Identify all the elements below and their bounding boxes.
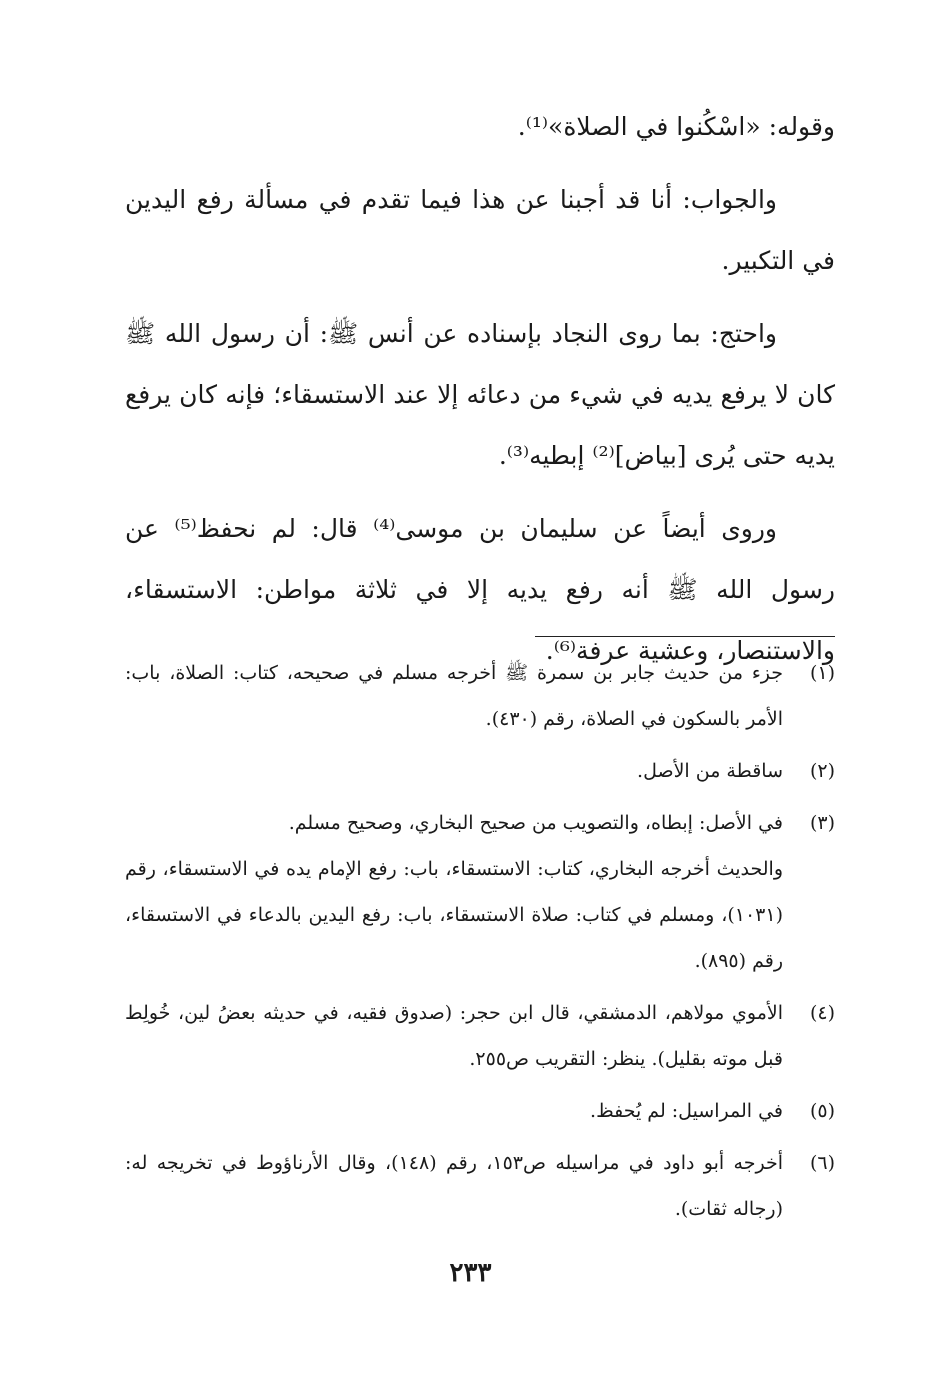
footnote-line: جزء من حديث جابر بن سمرة ﷺ أخرجه مسلم في صحيحه، كتاب: الصلاة، باب: الأمر بالسكون في الصلاة، رقم (٤٣٠). xyxy=(125,662,783,730)
footnote-number: (٦) xyxy=(809,1152,835,1174)
footnote xyxy=(125,990,835,1082)
footnote xyxy=(125,800,835,984)
footnote-line: الأموي مولاهم، الدمشقي، قال ابن حجر: (صدوق فقيه، في حديثه بعضُ لين، خُولِط قبل موته بقليل). ينظر: التقريب ص٢٥٥. xyxy=(125,1002,783,1070)
footnote-text xyxy=(125,990,783,1082)
footnote-separator xyxy=(535,636,835,637)
footnote-text xyxy=(125,748,783,794)
footnote-text xyxy=(125,800,783,984)
footnote-line: أخرجه أبو داود في مراسيله ص١٥٣، رقم (١٤٨)، وقال الأرناؤوط في تخريجه له: (رجاله ثقات). xyxy=(125,1152,783,1220)
main-text xyxy=(125,96,835,681)
footnote xyxy=(125,1088,835,1134)
footnote-number: (٣) xyxy=(809,812,835,834)
footnote-number: (٤) xyxy=(809,1002,835,1024)
footnote-line: ساقطة من الأصل. xyxy=(637,760,783,782)
paragraph: والجواب: أنا قد أجبنا عن هذا فيما تقدم في مسألة رفع اليدين في التكبير. xyxy=(125,185,835,275)
footnote-text xyxy=(125,650,783,742)
paragraph: وروى أيضاً عن سليمان بن موسى⁽⁴⁾ قال: لم نحفظ⁽⁵⁾ عن رسول الله ﷺ أنه رفع يديه إلا في ثلاثة مواطن: الاستسقاء، والاستنصار، وعشية عرفة⁽⁶⁾. xyxy=(125,514,835,665)
paragraph: وقوله: «اسْكُنوا في الصلاة»⁽¹⁾. xyxy=(517,112,835,141)
footnote-number: (١) xyxy=(809,662,835,684)
paragraph: واحتج: بما روى النجاد بإسناده عن أنس ﷺ: أن رسول الله ﷺ كان لا يرفع يديه في شيء من دعائه إلا عند الاستسقاء؛ فإنه كان يرفع يديه حتى يُرى [بياض]⁽²⁾ إبطيه⁽³⁾. xyxy=(125,319,835,470)
footnote xyxy=(125,1140,835,1232)
footnote-text xyxy=(125,1088,783,1134)
footnote-text xyxy=(125,1140,783,1232)
page-number: ٢٣٣ xyxy=(449,1258,492,1288)
footnote-line: في المراسيل: لم يُحفظ. xyxy=(590,1100,783,1122)
footnote-line: والحديث أخرجه البخاري، كتاب: الاستسقاء، باب: رفع الإمام يده في الاستسقاء، رقم (١٠٣١)، ومسلم في كتاب: صلاة الاستسقاء، باب: رفع اليدين بالدعاء في الاستسقاء، رقم (٨٩٥). xyxy=(125,858,783,972)
footnote xyxy=(125,650,835,742)
footnotes xyxy=(125,650,835,1238)
footnote-line: في الأصل: إبطاه، والتصويب من صحيح البخاري، وصحيح مسلم. xyxy=(288,812,783,834)
footnote-number: (٢) xyxy=(809,760,835,782)
footnote xyxy=(125,748,835,794)
footnote-number: (٥) xyxy=(809,1100,835,1122)
